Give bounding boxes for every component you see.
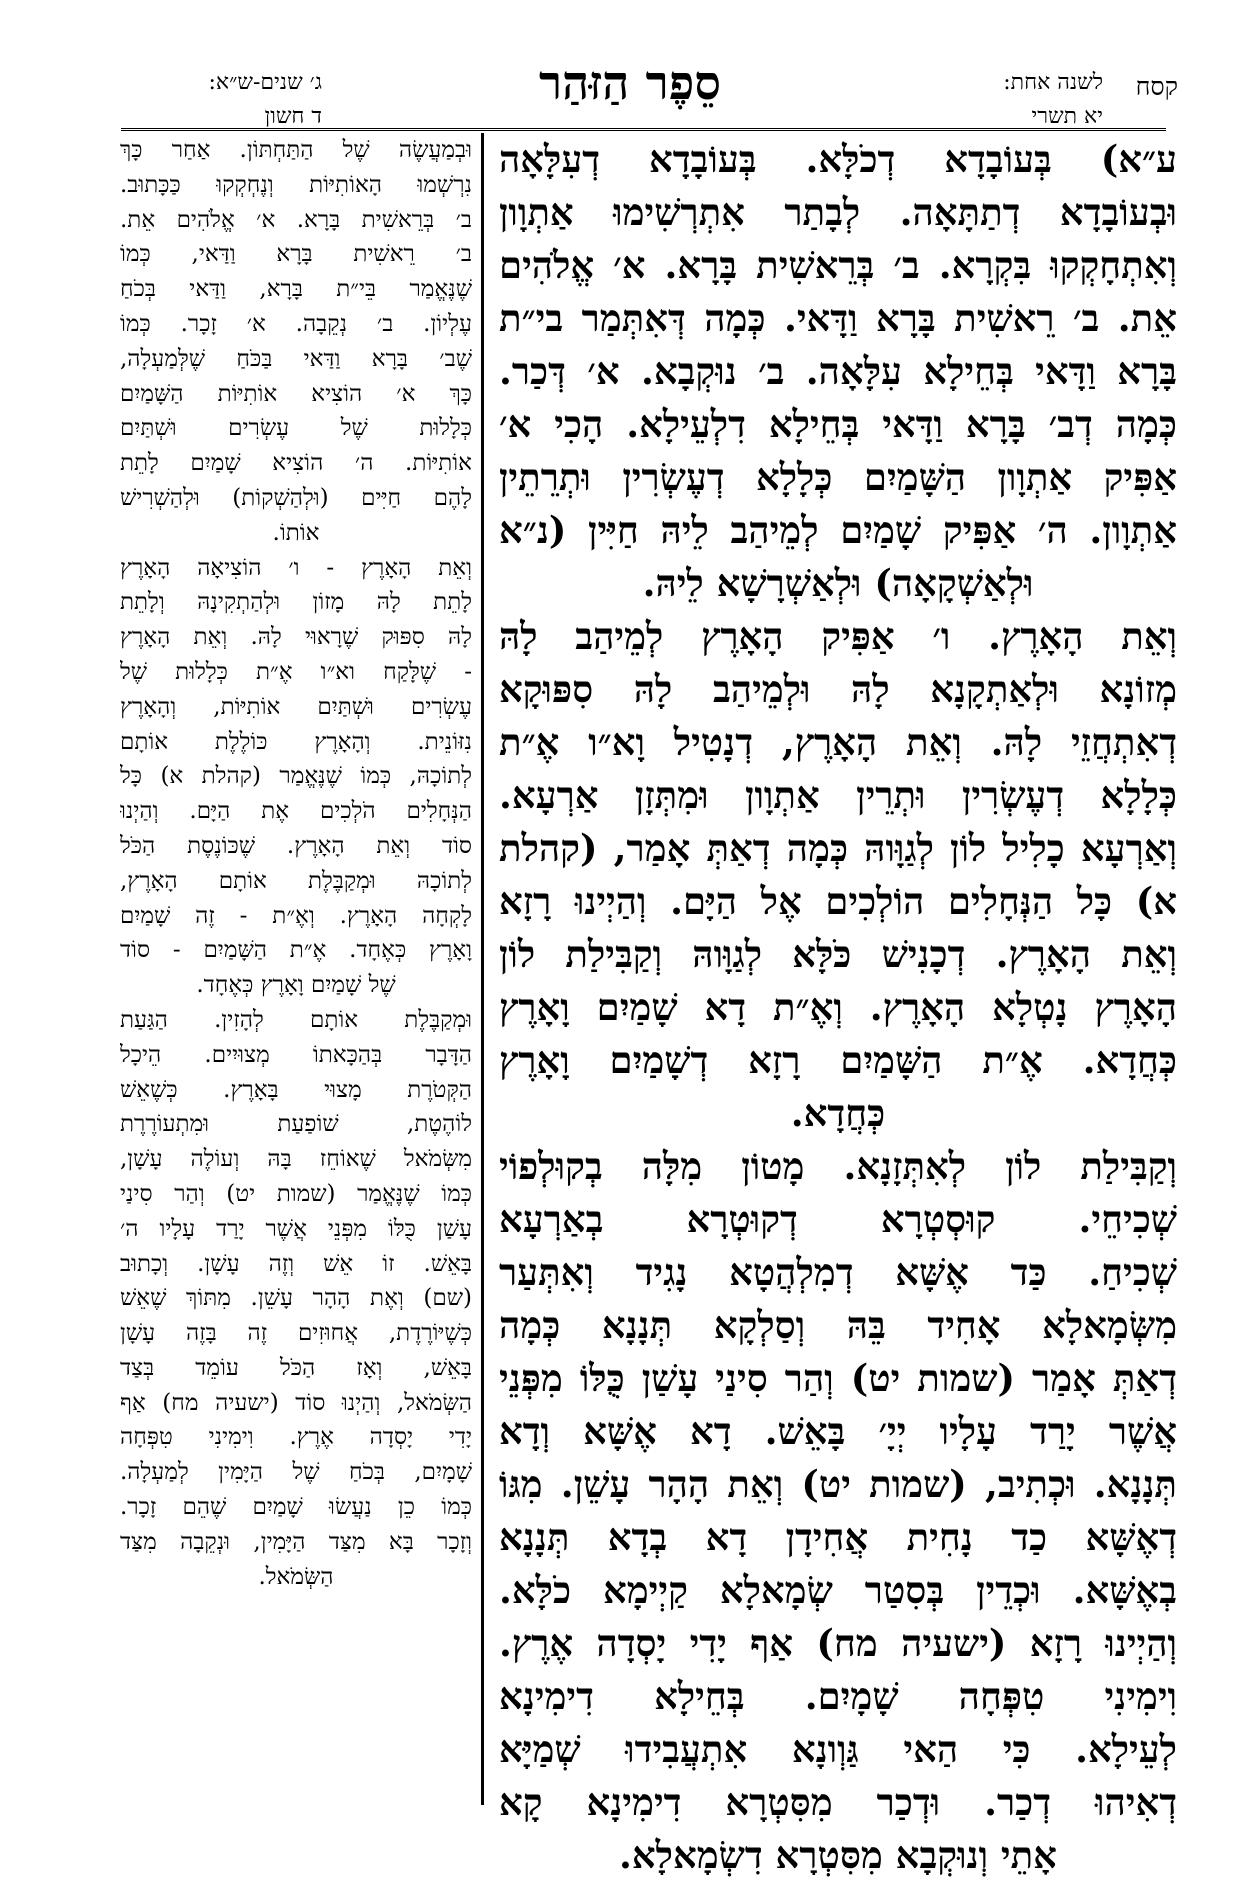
main-text-line: ע״א) בְּעוֹבָדָא דְכֹלָּא. בְּעוֹבָדָא דְעִלָּאָה bbox=[499, 137, 1177, 181]
main-text-line: שְׁכִיחַ. כַּד אֶשָּׁא דְמִלְהֲטָא נָגִיד וְאִתְּעַר bbox=[499, 1250, 1177, 1294]
commentary-line: מִשְּׂמֹאל שֶׁאוֹחֵז בָּהּ וְעוֹלֶה עָשָׁן, bbox=[120, 1146, 472, 1173]
commentary-line: אוֹתוֹ. bbox=[272, 519, 320, 546]
commentary-line: הַשְּׂמֹאל, וְהַיְנוּ סוֹד (ישעיה מח) אַף bbox=[120, 1389, 472, 1416]
main-text-line: וִימִינִי טִפְּחָה שָׁמָיִם. בְּחֵילָא דִימִינָא bbox=[499, 1674, 1177, 1718]
main-text-line: בְאֶשָּׁא. וּכְדֵין בְּסִטַר שְׂמָאלָא קַיְימָא כֹלָּא. bbox=[499, 1568, 1177, 1612]
commentary-line: עֶשְׂרִים וּשְׁתַּיִם אוֹתִיּוֹת, וְהָאָרֶץ bbox=[120, 693, 472, 720]
commentary-line: ב׳ רֵאשִׁית בָּרָא וַדַּאי, כְּמוֹ bbox=[120, 241, 472, 268]
commentary-line: אוֹתִיּוֹת. ה׳ הוֹצִיא שָׁמַיִם לָתֵת bbox=[120, 450, 472, 477]
main-text-line: שְׁכִיחֵי. קוּסְטְרָא דְקוּטְרָא בְאַרְעָא bbox=[499, 1197, 1177, 1241]
commentary-line: סוֹד וְאֵת הָאָרֶץ. שֶׁכּוֹנֶסֶת הַכֹּל bbox=[120, 832, 472, 859]
commentary-line: בָּאֵשׁ, וְאָז הַכֹּל עוֹמֵד בְּצַד bbox=[120, 1354, 472, 1381]
commentary-line: לָהֶם חַיִּים (וּלְהַשְׁקוֹת) וּלְהַשְׁרִישׁ bbox=[120, 484, 472, 511]
main-text-line: וְאֵת הָאָרֶץ. ו׳ אַפִּיק הָאָרֶץ לְמֵיהַב לָהּ bbox=[499, 614, 1177, 658]
commentary-line: וְאֵת הָאָרֶץ - ו׳ הוֹצִיאָה הָאָרֶץ bbox=[120, 554, 472, 581]
main-text-line: אֲשֶׁר יָרַד עָלָיו יְיָ׳ בָּאֵשׁ. דָא אֶשָּׁא וְדָא bbox=[499, 1409, 1177, 1453]
main-text-line: דְאֶשָּׁא כַד נָחִית אֲחִידָן דָא בְדָא תְּנָנָא bbox=[499, 1515, 1177, 1559]
main-text-line: דְאִיהוּ דְכַר. וּדְכַר מִסִּטְרָא דִימִינָא קָא bbox=[499, 1780, 1177, 1824]
schedule-date-left: ד חשון bbox=[264, 104, 322, 129]
main-text-line: וּלְאַשְׁקָאָה) וּלְאַשְׁרָשָׁא לֵיהּ. bbox=[642, 561, 1034, 605]
commentary-line: עֶלְיוֹן. ב׳ נְקֵבָה. א׳ זָכָר. כְּמוֹ bbox=[120, 310, 472, 337]
commentary-column bbox=[120, 133, 472, 1594]
commentary-line: הַקְּטֹרֶת מָצוּי בָּאָרֶץ. כְּשֶׁאֵשׁ bbox=[120, 1076, 472, 1103]
commentary-line: כְּמוֹ שֶׁנֶּאֱמַר (שמות יט) וְהַר סִינַי bbox=[120, 1180, 472, 1207]
commentary-line: שֶׁב׳ בָּרָא וַדַּאי בַּכֹּחַ שֶׁלְּמַעְלָה, bbox=[120, 345, 472, 372]
main-text-column bbox=[499, 133, 1177, 1882]
main-text-line: וְאֵת הָאָרֶץ. דְכָנִישׁ כֹּלָּא לְגַוָּוהּ וְקַבִּילַת לוֹן bbox=[499, 932, 1177, 976]
main-text-line: כְּלָלָא דְעֶשְׂרִין וּתְרֵין אַתְוָון וּמִתְּזָן אַרְעָא. bbox=[499, 773, 1177, 817]
main-text-line: מִשְּׂמָאלָא אָחִיד בֵּהּ וְסַלְקָא תְּנָנָא כְּמָה bbox=[499, 1303, 1177, 1347]
commentary-line: (שם) וְאֶת הָהָר עָשֵׁן. מִתּוֹךְ שֶׁאֵשׁ bbox=[120, 1285, 472, 1312]
commentary-line: שֶׁנֶּאֱמַר בֵּי״ת בָּרָא, וַדַּאי בְּכֹחַ bbox=[120, 276, 472, 303]
main-text-line: לְעֵילָא. כִּי הַאי גַּוְונָא אִתְעֲבִידוּ שְׁמַיָּא bbox=[499, 1727, 1177, 1771]
commentary-line: וּמְקַבֶּלֶת אוֹתָם לְהָזִין. הַגַּעַת bbox=[120, 1006, 472, 1033]
main-text-line: תְּנָנָא. וּכְתִיב, (שמות יט) וְאֵת הָהָר עָשֵׁן. מִגּוֹ bbox=[499, 1462, 1177, 1506]
page-number: קסח bbox=[1135, 72, 1178, 101]
main-text-line: מְזוֹנָא וּלְאַתְקָנָא לָהּ וּלְמֵיהַב לָהּ סִפּוּקָא bbox=[499, 667, 1177, 711]
main-text-line: אָתֵי וְנוּקְבָא מִסִּטְרָא דִשְׂמָאלָא. bbox=[619, 1833, 1057, 1877]
main-text-line: דְאַתְּ אָמַר (שמות יט) וְהַר סִינַי עָשַׁן כֻּלּוֹ מִפְּנֵי bbox=[499, 1356, 1177, 1400]
main-text-line: וְאַרְעָא כָלִיל לוֹן לְגַוָּוהּ כְּמָה דְאַתְּ אָמַר, (קהלת bbox=[499, 826, 1177, 870]
main-text-line: כְּמָה דְב׳ בָּרָא וַדָּאי בְּחֵילָא דִלְעֵילָא. הָכִי א׳ bbox=[499, 402, 1177, 446]
commentary-line: כְּשֶׁיּוֹרֶדֶת, אֲחוּזִים זֶה בָּזֶה עָשָׁן bbox=[120, 1320, 472, 1347]
commentary-line: כְּלָלוּת שֶׁל עֶשְׂרִים וּשְׁתַּיִם bbox=[120, 415, 472, 442]
commentary-line: הַנְּחָלִים הֹלְכִים אֶת הַיָּם. וְהַיְנוּ bbox=[120, 798, 472, 825]
main-text-line: וְאִתְחָקְקוּ בִּקְרָא. ב׳ בְּרֵאשִׁית בָּרָא. א׳ אֱלֹהִים bbox=[499, 243, 1177, 287]
column-divider bbox=[481, 133, 484, 1805]
commentary-line: בָּאֵשׁ. זוֹ אֵשׁ וְזֶה עָשָׁן. וְכָתוּב bbox=[120, 1250, 472, 1277]
main-text-line: הָאָרֶץ נָטְלָא הָאָרֶץ. וְאֶ״ת דָא שָׁמַיִם וָאָרֶץ bbox=[499, 985, 1177, 1029]
commentary-line: לָקְחָה הָאָרֶץ. וְאֶ״ת - זֶה שָׁמַיִם bbox=[120, 902, 472, 929]
book-title: סֵפֶר הַזּהַר bbox=[538, 56, 721, 111]
main-text-line: כְּחֲדָא. bbox=[790, 1091, 886, 1135]
commentary-line: כְּמוֹ כֵן נַעֲשׂוּ שָׁמַיִם שֶׁהֵם זָכָר. bbox=[120, 1494, 472, 1521]
commentary-line: לְתוֹכָהּ וּמְקַבֶּלֶת אוֹתָם הָאָרֶץ, bbox=[120, 867, 472, 894]
commentary-line: הַדָּבָר בְּהַכָּאתוֹ מְצוּיִים. הֵיכָל bbox=[120, 1041, 472, 1068]
main-text-line: דְאִתְחֲזֵי לָהּ. וְאֵת הָאָרֶץ, דְנָטִיל וָא״ו אֶ״ת bbox=[499, 720, 1177, 764]
commentary-line: לוֹהֶטֶת, שׁוֹפַעַת וּמִתְעוֹרֶרֶת bbox=[120, 1111, 472, 1138]
commentary-line: שֶׁל שָׁמַיִם וָאָרֶץ כְּאֶחָד. bbox=[196, 972, 396, 999]
main-text-line: א) כָּל הַנְּחָלִים הוֹלְכִים אֶל הַיָּם. וְהַיְינוּ רָזָא bbox=[499, 879, 1177, 923]
commentary-line: עָשַׁן כֻּלּוֹ מִפְּנֵי אֲשֶׁר יָרַד עָלָיו ה׳ bbox=[120, 1215, 472, 1242]
header-rule bbox=[121, 128, 1166, 131]
commentary-line: וָאָרֶץ כְּאֶחָד. אֶ״ת הַשָּׁמַיִם - סוֹד bbox=[120, 937, 472, 964]
main-text-line: אֵת. ב׳ רֵאשִׁית בָּרָא וַדָּאי. כְּמָה דְּאִתְּמַר בי״ת bbox=[499, 296, 1177, 340]
commentary-line: הַשְּׂמֹאל. bbox=[258, 1563, 334, 1590]
commentary-line: - שֶׁלָּקַח וא״ו אֶ״ת כְּלָלוּת שֶׁל bbox=[120, 658, 472, 685]
commentary-line: לָהּ סִפּוּק שֶׁרָאוּי לָהּ. וְאֵת הָאָרֶץ bbox=[120, 624, 472, 651]
commentary-line: כָּךְ א׳ הוֹצִיא אוֹתִיּוֹת הַשָּׁמַיִם bbox=[120, 380, 472, 407]
main-text-line: אַפִּיק אַתְוָון הַשָּׁמַיִם כְּלָלָא דְעֶשְׂרִין וּתְרֵתֵין bbox=[499, 455, 1177, 499]
commentary-line: נִרְשְׁמוּ הָאוֹתִיּוֹת וְנֶחְקְקוּ כַּכָּתוּב. bbox=[120, 171, 472, 198]
main-text-line: וְהַיְינוּ רָזָא (ישעיה מח) אַף יָדִי יָסְדָה אֶרֶץ. bbox=[499, 1621, 1177, 1665]
schedule-three-years: ג׳ שנים-ש״א: bbox=[208, 70, 322, 95]
commentary-line: לְתוֹכָהּ, כְּמוֹ שֶׁנֶּאֱמַר (קהלת א) כָּל bbox=[120, 763, 472, 790]
schedule-date-right: יא תשרי bbox=[1031, 104, 1103, 129]
commentary-line: וְזָכָר בָּא מִצַּד הַיָּמִין, וּנְקֵבָה מִצַּד bbox=[120, 1528, 472, 1555]
commentary-line: ב׳ בְּרֵאשִׁית בָּרָא. א׳ אֱלֹהִים אֵת. bbox=[120, 206, 472, 233]
commentary-line: לָתֵת לָהּ מָזוֹן וּלְהַתְקִינָהּ וְלָתֵת bbox=[120, 589, 472, 616]
main-text-line: אַתְוָון. ה׳ אַפִּיק שָׁמַיִם לְמֵיהַב לֵיהּ חַיִּין (נ״א bbox=[499, 508, 1177, 552]
main-text-line: וּבְעוֹבָדָא דְתַתָּאָה. לְבָתַר אִתְרְשִׁימוּ אַתְוָון bbox=[499, 190, 1177, 234]
main-text-line: וְקַבִּילַת לוֹן לְאִתְּזָנָא. מָטוֹן מִלָּה בְקוּלְפוֹי bbox=[499, 1144, 1177, 1188]
main-text-line: בָּרָא וַדָּאי בְּחֵילָא עִלָּאָה. ב׳ נוּקְבָא. א׳ דְּכַר. bbox=[499, 349, 1177, 393]
commentary-line: נִזּוֹנֵית. וְהָאָרֶץ כּוֹלֶלֶת אוֹתָם bbox=[120, 728, 472, 755]
commentary-line: שָׁמָיִם, בְּכֹחַ שֶׁל הַיָּמִין לְמַעְלָה. bbox=[120, 1459, 472, 1486]
commentary-line: וּבְמַעֲשֶׂה שֶׁל הַתַּחְתּוֹן. אַחַר כָּךְ bbox=[120, 137, 472, 163]
main-text-line: כְּחֲדָא. אֶ״ת הַשָּׁמַיִם רָזָא דְשָׁמַיִם וָאָרֶץ bbox=[499, 1038, 1177, 1082]
commentary-line: יָדִי יָסְדָה אֶרֶץ. וִימִינִי טִפְּחָה bbox=[120, 1424, 472, 1451]
schedule-one-year: לשנה אחת: bbox=[1003, 70, 1103, 95]
